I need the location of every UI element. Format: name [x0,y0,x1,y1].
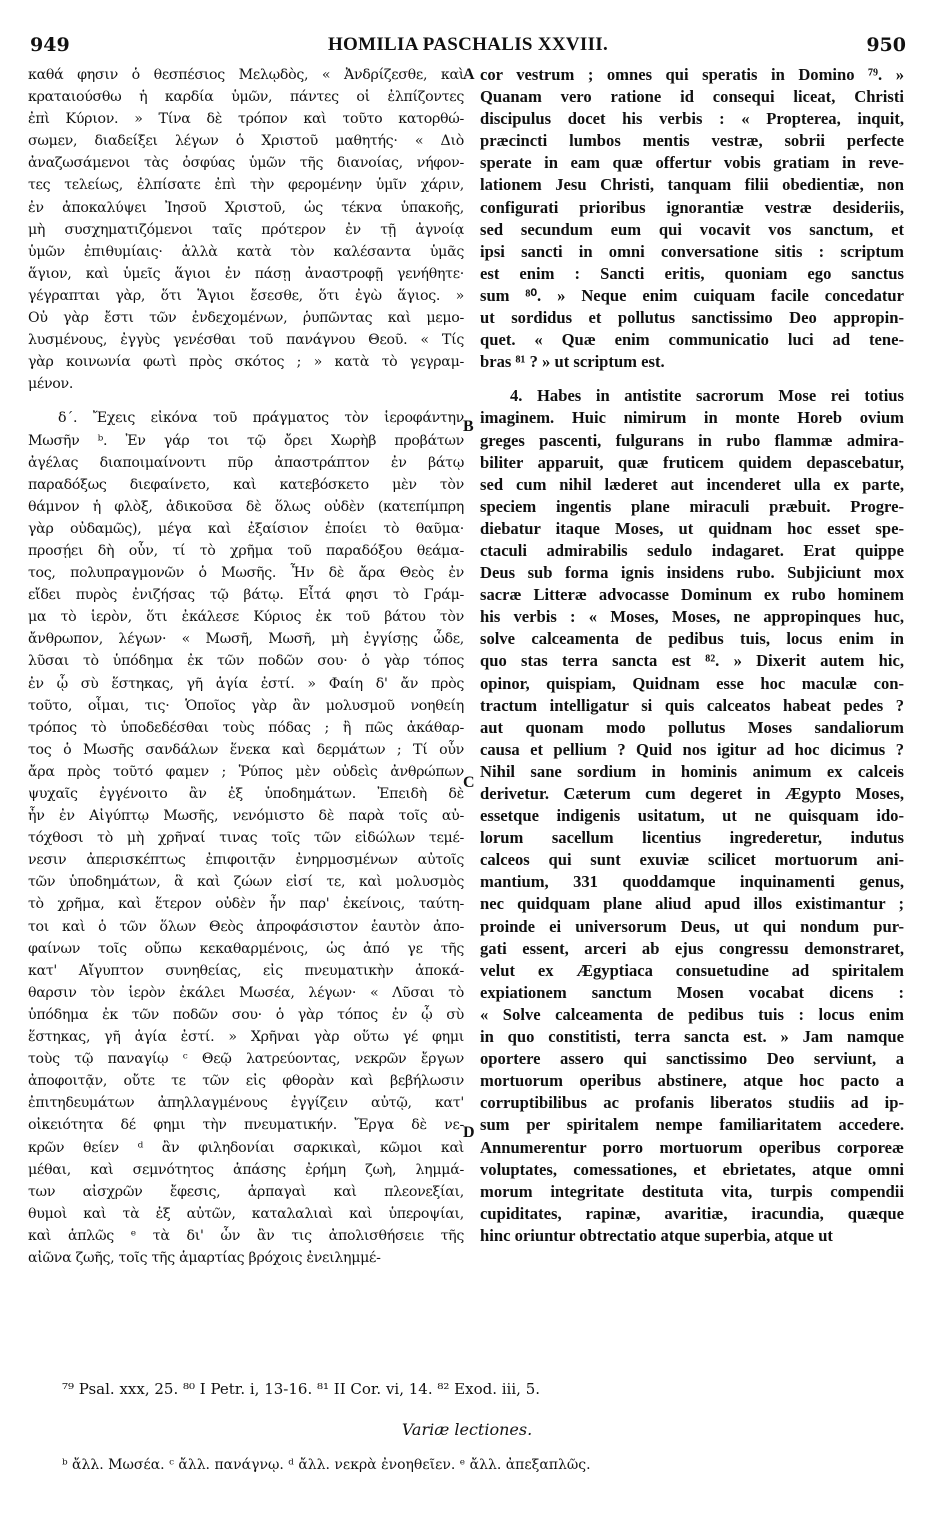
greek-text-line: ἐν ᾧ σὺ ἕστηκας, γῆ ἁγία ἐστί. » Φαίη δ' ἄν πρὸς [28,675,464,692]
greek-text-line: ἀγέλας διαποιμαίνοντι πῦρ ἀπαστράπτον ἐν βάτῳ [28,454,464,471]
greek-text-line: ὑμῶν ἐπιθυμίαις· ἀλλὰ κατὰ τὸν καλέσαντα ὑμᾶς [28,243,464,260]
greek-text-line: οἰκειότητα δέ φημι τὴν πνευματικήν. Ἔργα δὲ νε- [28,1117,464,1134]
latin-text-line: greges pascenti, fulgurans in rubo flammæ admira- [480,430,904,450]
greek-text-line: μένον. [28,376,74,393]
latin-text-line: sum ⁸⁰. » Neque enim cuiquam facile concedatur [480,285,904,305]
margin-marker-c: C [463,774,475,791]
latin-text-line: speciem ingentis plane miraculi præbuit. Progre- [480,496,904,516]
margin-marker-d: D [463,1124,475,1141]
latin-text-line: opinor, quispiam, Quidnam esse hoc maculæ con- [480,673,904,693]
running-title: HOMILIA PASCHALIS XXVIII. [327,34,609,55]
latin-text-line: sperate in eam quæ offertur vobis gratiam in reve- [480,153,904,173]
latin-text-line: aut quonam modo pollutus Moses sandaliorum [480,717,904,737]
greek-text-line: τες τελείως, ἐλπίσατε ἐπὶ τὴν φερομένην ὑμῖν χάριν, [28,177,464,194]
latin-text-line: sed secundum eum qui vocavit vos sanctum, et [480,219,904,239]
greek-text-line: προσῄει δὴ οὖν, τί τὸ χρῆμα τοῦ παραδόξου θεάμα- [28,542,464,559]
latin-text-line: in quo constitisti, terra sancta est. » Jam namque [480,1027,904,1047]
paragraph-gap [28,395,464,407]
paragraph-gap [480,373,904,385]
greek-text-line: ἐπὶ Κύριον. » Τίνα δὲ τρόπον καὶ τοῦτο κατορθώ- [28,111,464,128]
greek-text-line: δ΄. Ἔχεις εἰκόνα τοῦ πράγματος τὸν ἱεροφάντην [58,410,464,427]
latin-text-line: hinc oriuntur obtrectatio atque superbia, atque ut [480,1225,833,1245]
latin-text-line: Nihil sane sordium in hominis animum ex calceis [480,761,904,781]
latin-text-line: mortuorum operibus abstinere, atque hoc pacto a [480,1071,904,1091]
latin-text-line: oportere assero qui sanctissimo Deo serviunt, a [480,1049,904,1069]
latin-text-line: imaginem. Huic nimirum in monte Horeb ovium [480,408,904,428]
latin-text-line: expiationem sanctum Mosen vocabat dicens : [480,982,904,1002]
latin-text-line: cupiditates, rapinæ, avaritiæ, iracundia, quæque [480,1203,904,1223]
greek-text-line: κατ' Αἴγυπτον συνηθείας, εἰς πνευματικὴν ἀποκά- [28,962,464,979]
greek-text-line: παραδόξως διεφαίνετο, καὶ κατεβόσκετο μὲν τὸν [28,476,464,493]
greek-text-line: γέγραπται γὰρ, ὅτι Ἅγιοι ἔσεσθε, ὅτι ἐγὼ ἅγιος. » [28,287,464,304]
greek-text-line: τοι καὶ ὁ τῶν ὅλων Θεὸς ἀπροφάσιστον ἑαυτὸν ἀπο- [28,918,464,935]
greek-text-line: ἀποφοιτᾷν, οὔτε τε τῶν εἰς φθορὰν καὶ βεβήλωσιν [28,1073,464,1090]
latin-text-line: quet. « Quæ enim communicatio luci ad tene- [480,330,904,350]
greek-text-line: τοῦτο, οἶμαι, τις· Ὁποῖος γὰρ ἂν μολυσμοῦ νοηθείη [28,697,464,714]
greek-text-line: Οὐ γὰρ ἔστι τῶν ἐνδεχομένων, ῥυπῶντας καὶ μεμο- [28,310,464,327]
greek-text-line: γὰρ κοινωνία φωτὶ πρὸς σκότος ; » κατὰ τὸ γεγραμ- [28,354,464,371]
latin-text-line: derivetur. Cæterum cum degeret in Ægypto Moses, [480,784,904,803]
latin-text-line: mantium, 331 quoddamque inquinamenti genus, [480,872,904,892]
latin-text-line: « Solve calceamenta de pedibus tuis : locus enim [480,1004,904,1024]
latin-text-line: præcincti lumbos mentis vestræ, sobrii perfecte [480,131,904,151]
latin-text-line: proinde ei universorum Deus, ut qui nondum pur- [480,916,904,936]
latin-text-line: ctaculi admirabilis sedulo indagaret. Erat quippe [480,540,904,560]
greek-text-line: ἄρα πρὸς τοῦτό φαμεν ; Ῥύπος μὲν οὐδεὶς ἀνθρώπων [28,763,464,780]
greek-text-line: κρῶν θείεν ᵈ ἂν φιληδονίαι σαρκικαὶ, κῶμοι καὶ [28,1139,464,1156]
greek-text-line: μα τὸ ἱερὸν, ὅτι ἐκάλεσε Κύριος ἐκ τοῦ βάτου τὸν [28,609,464,626]
margin-marker-b: B [463,418,474,435]
greek-text-line: ὑπόδημα ἐκ τῶν ποδῶν σου· ὁ γὰρ τόπος ἐν ᾧ σὺ [28,1006,464,1023]
greek-text-line: φαίνων τοῖς οὔπω κεκαθαρμένοις, ὡς ἀπό γε τῆς [28,940,464,957]
latin-text-line: solve calceamenta de pedibus tuis, locus enim in [480,629,904,649]
latin-text-line: gati essent, arceri ab ejus congressu demonstraret, [480,938,904,958]
latin-text-line: ut sordidus et pollutus sanctissimo Deo appropin- [480,308,904,328]
latin-text-line: sed cum nihil læderet aut incenderet ulla ex parte, [480,474,904,494]
greek-text-line: λῦσαι τὸ ὑπόδημα ἐκ τῶν ποδῶν σου· ὁ γὰρ τόπος [28,653,464,670]
greek-text-line: ἐπιτηδευμάτων ἀπηλλαγμένους ἐγγίζειν αὐτῷ, κατ' [28,1095,464,1112]
latin-text-line: Deus sub forma ignis insidens rubo. Subjiciunt mox [480,563,904,583]
latin-text-line: bras ⁸¹ ? » ut scriptum est. [480,352,665,372]
latin-text-line: his verbis : « Moses, Moses, ne appropinques huc, [480,607,904,627]
latin-text-line: tractum intelligatur si quis calceatos habeat pedes ? [480,695,904,715]
greek-text-line: τὸ χρῆμα, καὶ ἕτερον οὐδὲν ἦν παρ' ἐκείνοις, ταύτη- [28,896,464,913]
greek-text-line: μὴ συσχηματιζόμενοι ταῖς πρότερον ἐν τῇ ἀγνοίᾳ [28,221,464,238]
latin-text-line: sacræ Litteræ advocasse Dominum ex rubo hominem [480,585,904,605]
latin-text-line: ipsi sancti in omni conversatione sitis : scriptum [480,241,904,261]
page-number-right: 950 [866,34,906,56]
variae-lectiones: ᵇ ἄλλ. Μωσέα. ᶜ ἄλλ. πανάγνῳ. ᵈ ἄλλ. νεκρὰ ἐνοηθεῖεν. ᵉ ἄλλ. ἀπεξαπλῶς. [62,1457,591,1473]
greek-text-line: εἴδει πυρὸς ἐνιζήσας τῷ βάτῳ. Εἶτά φησι τὸ Γράμ- [28,587,464,604]
greek-text-line: μέθαι, καὶ σεμνότητος ἁπάσης ἐρήμη ζωὴ, λημμά- [28,1161,464,1178]
greek-text-line: καὶ ἁπλῶς ᵉ τὰ δι' ὧν ἂν τις ἀπολισθήσειε τῆς [28,1227,464,1244]
latin-text-line: lorum sacellum licentius ingrederetur, indutus [480,828,904,848]
greek-text-line: Μωσῆν ᵇ. Ἐν γάρ τοι τῷ ὄρει Χωρὴβ προβάτων [28,432,464,449]
latin-text-line: discipulus docet his verbis : « Propterea, inquit, [480,109,904,129]
latin-text-line: Annumerentur porro mortuorum operibus corporeæ [480,1137,904,1157]
greek-text-line: γὰρ οὐδαμῶς), μέγα καὶ ἐξαίσιον ἐποίει τὸ θαῦμα· [28,520,464,537]
greek-text-line: νεσιν ἀπερισκέπτως ἐπιφοιτᾷν ἐνηρμοσμένων αὐτοῖς [28,852,464,869]
greek-text-line: ἄνθρωπον, λέγων· « Μωσῆ, Μωσῆ, μὴ ἐγγίσῃς ὧδε, [28,631,464,648]
latin-text-line: biliter apparuit, quæ fruticem quidem depascebatur, [480,452,904,472]
latin-text-line: velut ex Ægyptiaca consuetudine ad spiritalem [480,960,904,980]
margin-marker-a: A [463,66,475,83]
greek-text-line: θαρσιν τὸν ἱερὸν ἐκάλει Μωσέα, λέγων· « Λῦσαι τὸ [28,984,464,1001]
greek-text-line: ἀναζωσάμενοι τὰς ὀσφύας ὑμῶν τῆς διανοίας, νήφον- [28,155,464,172]
latin-text-line: nec quidquam plane aliud apud illos existimantur ; [480,894,904,914]
latin-text-line: causa et pellium ? Quid nos igitur ad hoc dicimus ? [480,739,904,759]
latin-text-line: voluptates, comessationes, et ebrietates, atque omni [480,1159,904,1179]
greek-text-line: ἅγιον, καὶ ὑμεῖς ἅγιοι ἐν πάσῃ ἀναστροφῇ γενήθητε· [28,265,464,282]
greek-text-line: κραταιούσθω ἡ καρδία ὑμῶν, πάντες οἱ ἐλπίζοντες [28,89,464,106]
latin-text-line: cor vestrum ; omnes qui speratis in Domino ⁷⁹. » [480,65,904,84]
greek-text-line: αἰῶνα ζωῆς, τοῖς τῆς ἁμαρτίας βρόχοις ἐνειλημμέ- [28,1249,381,1266]
greek-text-line: τρόπος τὸ ὑποδεδέσθαι τοὺς πόδας ; ἢ πῶς ἀκάθαρ- [28,719,464,736]
greek-text-line: θάμνον ἡ φλὸξ, ἀδικοῦσα δὲ ὅλως οὐδὲν (κατεπίμπρη [28,498,464,515]
running-header [30,34,906,58]
latin-text-line: diebatur itaque Moses, ut quidnam hoc esset spe- [480,518,904,538]
greek-text-line: τῶν ὑποδημάτων, ἃ καὶ ζώων εἰσί τε, καὶ μολυσμὸς [28,874,464,891]
variae-lectiones-heading: Variæ lectiones. [401,1420,533,1439]
latin-text-line: quo stas terra sancta est ⁸². » Dixerit autem hic, [480,651,904,671]
greek-text-line: τοὺς τῷ παναγίῳ ᶜ Θεῷ λατρεύοντας, νεκρῶν ἔργων [28,1051,464,1068]
greek-text-line: ἕστηκας, γῆ ἁγία ἐστί. » Χρῆναι γὰρ οὕτω γέ φημι [28,1029,464,1046]
greek-text-line: τος ὁ Μωσῆς σανδάλων ἕνεκα καὶ δερμάτων ; Τί οὖν [28,741,464,758]
latin-text-line: Quanam vero ratione id consequi liceat, Christi [480,87,904,107]
latin-text-line: sum per spiritalem nempe familiaritatem accedere. [480,1115,904,1135]
greek-text-line: τος, πολυπραγμονῶν ὁ Μωσῆς. Ἦν δὲ ἄρα Θεὸς ἐν [28,565,464,582]
latin-text-line: essetque indigenis usitatum, ut ne quisquam ido- [480,806,904,826]
greek-text-line: ἦν ἐν Αἰγύπτῳ Μωσῆς, νενόμιστο δὲ παρὰ τοῖς αὐ- [28,808,464,825]
greek-text-line: λυσμένους, ἐγγὺς γενέσθαι τοῦ πανάγνου Θεοῦ. « Τίς [28,332,464,349]
latin-text-line: morum integritate destituta vita, turpis compendii [480,1181,904,1201]
greek-text-column [28,64,464,1269]
greek-text-line: σωμεν, διαδείξει λέγων ὁ Χριστοῦ μαθητής· « Διὸ [28,133,464,150]
greek-text-line: τόχθοσι τὸ μὴ χρῆναί τινας τοῖς τῶν εἰδώλων τεμέ- [28,830,464,847]
greek-text-line: ἐν ἀποκαλύψει Ἰησοῦ Χριστοῦ, ὡς τέκνα ὑπακοῆς, [28,199,464,216]
latin-text-line: lationem Jesu Christi, tanquam filii obedientiæ, non [480,175,904,195]
latin-text-line: calceos qui sunt exuviæ scilicet mortuorum ani- [480,850,904,870]
latin-text-column [480,64,904,1247]
greek-text-line: ψυχαῖς ἐγγένοιτο ἂν ἐξ ὑποδημάτων. Ἐπειδὴ δὲ [28,786,464,802]
latin-text-line: corruptibilibus ac profanis liberatos studiis ad ip- [480,1093,904,1113]
page-number-left: 949 [30,34,70,56]
greek-text-line: των αἰσχρῶν ἔφεσις, ἁρπαγαὶ καὶ πλεονεξίαι, [28,1183,464,1200]
latin-text-line: configurati prioribus ignorantiæ vestræ desideriis, [480,197,904,217]
latin-text-line: est enim : Sancti eritis, quoniam ego sanctus [480,263,904,283]
latin-text-line: 4. Habes in antistite sacrorum Mose rei totius [510,386,904,406]
greek-text-line: θυμοὶ καὶ τὰ ἐξ αὐτῶν, καταλαλιαὶ καὶ ὑπεροψίαι, [28,1205,464,1222]
greek-text-line: καθά φησιν ὁ θεσπέσιος Μελῳδὸς, « Ἀνδρίζεσθε, καὶ [28,67,464,83]
footnotes: ⁷⁹ Psal. xxx, 25. ⁸⁰ I Petr. i, 13-16. ⁸¹ II Cor. vi, 14. ⁸² Exod. iii, 5. [62,1380,541,1398]
